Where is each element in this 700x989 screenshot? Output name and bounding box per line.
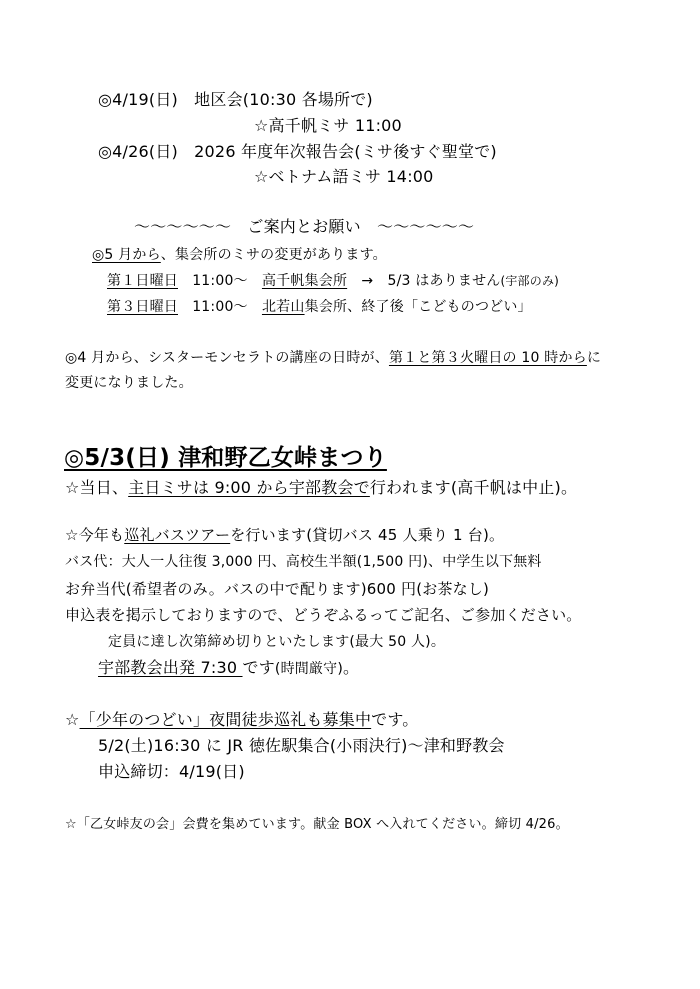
schedule-line-3: ◎4/26(日) 2026 年度年次報告会(ミサ後すぐ聖堂で) bbox=[98, 142, 497, 161]
notice-row-1-note: → 5/3 はありません bbox=[347, 273, 501, 289]
lecture-line-1-b: に bbox=[586, 350, 602, 366]
festival-p2 bbox=[65, 528, 504, 543]
festival-capacity: 定員に達し次第締め切りといたします(最大 50 人)。 bbox=[108, 634, 446, 650]
schedule-line-4: ☆ベトナム語ミサ 14:00 bbox=[254, 167, 434, 186]
festival-p2-b: を行います(貸切バス 45 人乗り 1 台)。 bbox=[230, 526, 505, 544]
schedule-line-2: ☆高千帆ミサ 11:00 bbox=[254, 116, 402, 135]
notice-row-2 bbox=[107, 300, 532, 314]
festival-p1-b: 行われます(高千帆は中止)。 bbox=[369, 478, 578, 497]
festival-departure-c: (時間厳守) bbox=[274, 661, 344, 677]
festival-departure-b: です bbox=[242, 658, 275, 677]
notice-row-1-time: 11:00～ bbox=[178, 273, 262, 289]
notice-intro-underlined: ◎5 月から bbox=[92, 247, 161, 263]
lecture-line-1-underlined: 第１と第３火曜日の 10 時から bbox=[388, 350, 587, 366]
schedule-line-1: ◎4/19(日) 地区会(10:30 各場所で) bbox=[98, 90, 373, 109]
lecture-line-1 bbox=[65, 351, 601, 365]
youth-line-1 bbox=[65, 712, 418, 728]
festival-p1-underlined: 主日ミサは 9:00 から宇部教会で bbox=[128, 478, 370, 497]
youth-line-1-underlined: 「少年のつどい」夜間徒歩巡礼も募集中 bbox=[79, 710, 372, 729]
youth-line-3: 申込締切：4/19(日) bbox=[98, 762, 245, 781]
festival-title: ◎5/3(日) 津和野乙女峠まつり bbox=[64, 445, 387, 471]
otome-toge-fee-line: ☆「乙女峠友の会」会費を集めています。献金 BOX へ入れてください。締切 4/26。 bbox=[65, 817, 569, 832]
notice-row-2-note: 集会所、終了後「こどものつどい」 bbox=[304, 299, 532, 315]
notice-heading: ～～～～～～ ご案内とお願い ～～～～～～ bbox=[134, 217, 475, 236]
notice-intro-rest: 、集会所のミサの変更があります。 bbox=[160, 247, 387, 263]
festival-p2-underlined: 巡礼バスツアー bbox=[124, 526, 231, 544]
festival-departure-underlined: 宇部教会出発 7:30 bbox=[98, 658, 243, 677]
youth-line-2: 5/2(土)16:30 に JR 徳佐駅集合(小雨決行)～津和野教会 bbox=[98, 736, 505, 755]
notice-row-2-day: 第３日曜日 bbox=[107, 299, 178, 315]
festival-p2-a: ☆今年も bbox=[65, 526, 125, 544]
notice-row-1-place: 高千帆集会所 bbox=[261, 273, 348, 289]
notice-row-1-scope: (宇部のみ) bbox=[500, 274, 560, 288]
youth-line-1-a: ☆ bbox=[65, 710, 80, 729]
festival-p1-a: ☆当日、 bbox=[65, 478, 129, 497]
lecture-line-2: 変更になりました。 bbox=[65, 375, 193, 391]
notice-row-2-place: 北若山 bbox=[261, 299, 305, 315]
festival-departure-d: 。 bbox=[343, 658, 360, 677]
notice-row-2-time: 11:00～ bbox=[178, 299, 262, 315]
notice-row-1 bbox=[107, 274, 559, 288]
festival-bus-fare: バス代：大人一人往復 3,000 円、高校生半額(1,500 円)、中学生以下無料 bbox=[65, 554, 542, 570]
festival-lunch: お弁当代(希望者のみ。バスの中で配ります)600 円(お茶なし) bbox=[65, 580, 490, 598]
notice-intro bbox=[92, 248, 387, 262]
festival-signup: 申込表を掲示しておりますので、どうぞふるってご記名、ご参加ください。 bbox=[65, 606, 582, 624]
lecture-line-1-a: ◎4 月から、シスターモンセラトの講座の日時が、 bbox=[65, 350, 389, 366]
festival-p1 bbox=[65, 480, 577, 496]
notice-row-1-day: 第１日曜日 bbox=[107, 273, 178, 289]
youth-line-1-b: です。 bbox=[371, 710, 419, 729]
festival-departure bbox=[98, 660, 359, 676]
